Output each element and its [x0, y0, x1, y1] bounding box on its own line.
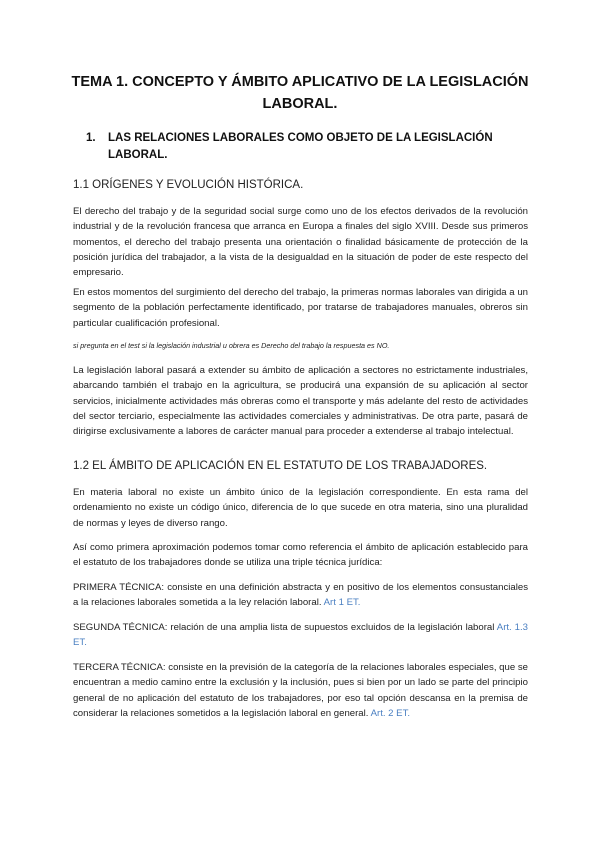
technique-third-ref[interactable]: Art. 2 ET. [370, 707, 411, 719]
paragraph-early-norms: En estos momentos del surgimiento del derecho del trabajo, la primeras normas laborales van dirigida a un segmento de la población perfectamente identificado, por tratarse de trabajadores manuales, obreros sin particular cualificación profesional. [73, 287, 528, 329]
technique-first-ref[interactable]: Art 1 ET. [323, 597, 361, 609]
section-heading [86, 130, 528, 164]
technique-second-ref[interactable]: Art. 1.3 ET. [73, 622, 528, 649]
technique-first [73, 580, 528, 611]
section-number: 1. [86, 132, 96, 144]
technique-third [73, 660, 528, 721]
technique-third-text: TERCERA TÉCNICA: consiste en la previsión de la categoría de la relaciones laborales especiales, que se encuentran a medio camino entre la exclusión y la inclusión, pues si bien por un lado se parte del principio general de no aplicación del estatuto de los trabajadores, por eso tal opción descansa en la premisa de considerar la relaciones sometidos a la legislación laboral en general. [73, 662, 528, 719]
technique-second-text: SEGUNDA TÉCNICA: relación de una amplia lista de supuestos excluidos de la legislación laboral [73, 622, 495, 633]
paragraph-approach: Así como primera aproximación podemos tomar como referencia el ámbito de aplicación establecido para el estatuto de los trabajadores donde se utiliza una triple técnica jurídica: [73, 542, 528, 569]
subsection-heading-1-1: 1.1 ORÍGENES Y EVOLUCIÓN HISTÓRICA. [73, 179, 304, 191]
test-note: si pregunta en el test si la legislación industrial u obrera es Derecho del trabajo la respuesta es NO. [73, 341, 390, 350]
document-title: TEMA 1. CONCEPTO Y ÁMBITO APLICATIVO DE LA LEGISLACIÓN LABORAL. [71, 74, 529, 112]
subsection-heading-1-2: 1.2 EL ÁMBITO DE APLICACIÓN EN EL ESTATUTO DE LOS TRABAJADORES. [73, 460, 488, 472]
paragraph-extension: La legislación laboral pasará a extender su ámbito de aplicación a sectores no estrictamente industriales, abarcando también el trabajo en la agricultura, se producirá una expansión de su aplicación al sector servicios, inicialmente actividades más obreras como el transporte y más adelante del resto de actividades del sector terciario, especialmente las actividades comerciales y administrativas. De otra parte, pasará de dirigirse exclusivamente a labores de carácter manual para proceder a extenderse al trabajo intelectual. [73, 365, 528, 438]
paragraph-origins: El derecho del trabajo y de la seguridad social surge como uno de los efectos derivados de la revolución industrial y de la revolución francesa que arranca en Europa a finales del siglo XVIII. Desde sus primeros momentos, el derecho del trabajo presenta una orientación o finalidad básicamente de protección de la posición jurídica del trabajador, a la vista de la desigualdad en la situación de poder de este respecto del empresario. [73, 206, 528, 279]
technique-second [73, 620, 528, 651]
technique-first-text: PRIMERA TÉCNICA: consiste en una definición abstracta y en positivo de los elementos consustanciales a la relaciones laborales sometida a la ley relación laboral. [73, 582, 528, 609]
section-heading-text: LAS RELACIONES LABORALES COMO OBJETO DE LA LEGISLACIÓN LABORAL. [108, 132, 493, 161]
paragraph-scope: En materia laboral no existe un ámbito único de la legislación correspondiente. En esta rama del ordenamiento no existe un código único, diferencia de lo que sucede en otra materia, sino una pluralidad de normas y leyes de diverso rango. [73, 487, 528, 529]
